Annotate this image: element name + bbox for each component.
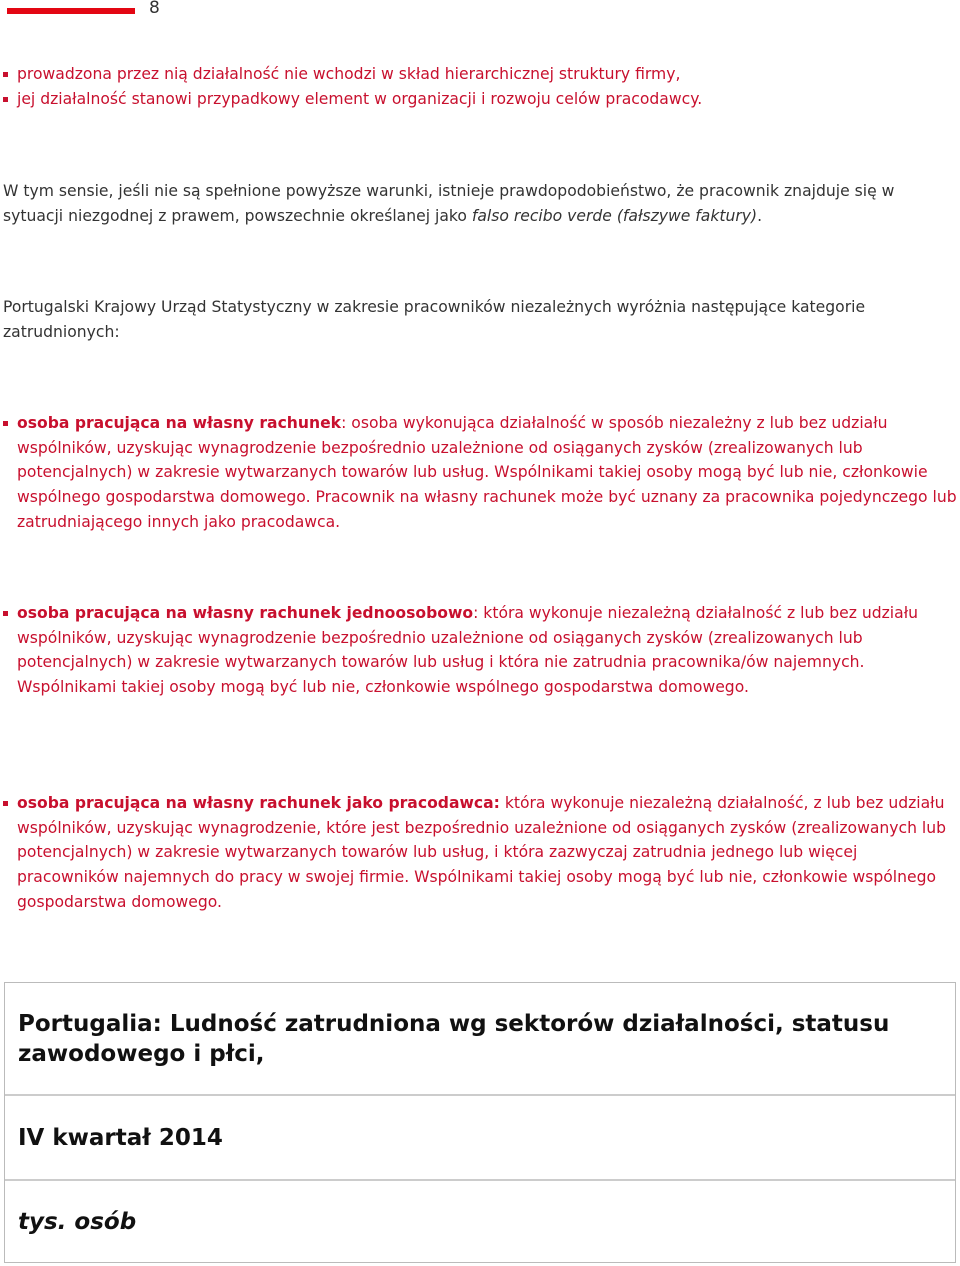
paragraph-false-invoice [3,179,959,228]
header-accent-bar [7,8,135,14]
category-definition: która wykonuje niezależną działalność, z lub bez udziału wspólników, uzyskując wynagrodzenie, które jest bezpośrednio uzależnione od osiąganych zysków (zrealizowanych lub potencjalnych) w zakresie wytwarzanych towarów lub usług, i która zazwyczaj zatrudnia jednego lub więcej pracowników najemnych do pracy w swojej firmie. Wspólnikami takiej osoby mogą być lub nie, członkowie wspólnego gospodarstwa domowego. [17,794,947,911]
table-header-box [4,982,956,1263]
bullet-icon [3,421,8,426]
table-unit-row [5,1181,955,1262]
category-definition: : która wykonuje niezależną działalność z lub bez udziału wspólników, uzyskując wynagrodzenie bezpośrednio uzależnione od osiąganych zysków (zrealizowanych lub potencjalnych) w zakresie wytwarzanych towarów lub usług i która nie zatrudnia pracownika/ów najemnych. Wspólnikami takiej osoby mogą być lub nie, członkowie wspólnego gospodarstwa domowego. [17,604,919,697]
table-unit: tys. osób [18,1209,137,1235]
conditions-list [3,62,702,111]
category-self-employed [3,411,958,535]
italic-term: falso recibo verde (fałszywe faktury) [471,206,758,225]
bullet-icon [3,801,8,806]
category-term: osoba pracująca na własny rachunek jako pracodawca: [17,794,500,812]
category-term: osoba pracująca na własny rachunek jednoosobowo [17,604,474,622]
table-period: IV kwartał 2014 [18,1125,223,1151]
category-definition: : osoba wykonująca działalność w sposób niezależny z lub bez udziału wspólników, uzyskując wynagrodzenie bezpośrednio uzależnione od osiąganych zysków (zrealizowanych lub potencjalnych) w zakresie wytwarzanych towarów lub usług. Wspólnikami takiej osoby mogą być lub nie, członkowie wspólnego gospodarstwa domowego. Pracownik na własny rachunek może być uznany za pracownika pojedynczego lub zatrudniającego innych jako pracodawca. [17,414,957,531]
page-number: 8 [149,0,160,18]
category-term: osoba pracująca na własny rachunek [17,414,342,432]
table-title: Portugalia: Ludność zatrudniona wg sektorów działalności, statusu zawodowego i płci, [18,1011,890,1067]
table-period-row [5,1096,955,1181]
list-item: prowadzona przez nią działalność nie wchodzi w skład hierarchicznej struktury firmy, [3,62,702,87]
paragraph-ine-categories: Portugalski Krajowy Urząd Statystyczny w zakresie pracowników niezależnych wyróżnia następujące kategorie zatrudnionych: [3,298,866,341]
paragraph-end: . [757,206,763,225]
bullet-icon [3,611,8,616]
table-title-row [5,983,955,1096]
list-item: jej działalność stanowi przypadkowy element w organizacji i rozwoju celów pracodawcy. [3,87,702,112]
category-employer [3,791,958,915]
paragraph-text: W tym sensie, jeśli nie są spełnione powyższe warunki, istnieje prawdopodobieństwo, że pracownik znajduje się w sytuacji niezgodnej z prawem, powszechnie określanej jako [3,182,895,225]
category-sole-trader [3,601,958,700]
